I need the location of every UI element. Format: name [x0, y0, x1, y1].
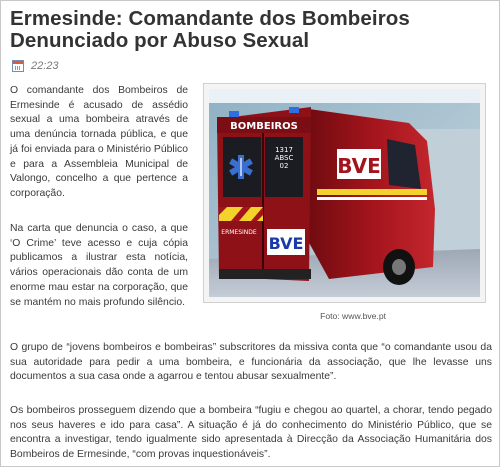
vehicle-logo-side: BVE	[337, 154, 381, 178]
paragraph-1: O comandante dos Bombeiros de Ermesinde é acusado de assédio sexual a uma bombeira através de uma denúncia tornada pública, e que já foi enviada para o Ministério Público e para a Assembleia Municipal de Valongo, concelho a que pertence a corporação.	[10, 85, 188, 199]
vehicle-side-text: ERMESINDE	[221, 229, 257, 236]
calendar-icon	[12, 60, 24, 72]
ambulance-photo	[209, 89, 480, 297]
vehicle-code-1: 1317	[275, 146, 293, 154]
vehicle-code-3: 02	[279, 162, 289, 170]
vehicle-logo-rear: BVE	[268, 234, 304, 253]
article-photo	[203, 83, 486, 303]
article-title: Ermesinde: Comandante dos Bombeiros Denunciado por Abuso Sexual	[10, 7, 410, 52]
vehicle-code-2: ABSC	[274, 154, 294, 162]
paragraph-4: Os bombeiros prosseguem dizendo que a bombeira “fugiu e chegou ao quartel, a chorar, tendo pegado nos seus haveres e ido para casa”. A situação é já do conhecimento do Ministério Público, que se encontra a investigar, tendo igualmente sido apresentada à Direcção da Associação Humanitária dos Bombeiros de Ermesinde, “com provas inquestionáveis”.	[10, 405, 492, 461]
paragraph-3: O grupo de “jovens bombeiros e bombeiras” subscritores da missiva conta que “o comandante usou da sua autoridade para pedir a uma bombeira, e funcionária da associação, que lhe levasse uns documentos a sua casa onde a agarrou e tentou abusar sexualmente”.	[10, 342, 492, 383]
vehicle-header-text: BOMBEIROS	[230, 121, 298, 132]
article-date-row	[12, 59, 59, 73]
photo-caption: Foto: www.bve.pt	[320, 311, 386, 321]
article-time: 22:23	[31, 60, 59, 72]
paragraph-2: Na carta que denuncia o caso, a que ‘O Crime’ teve acesso e cuja cópia publicamos a ilustrar esta notícia, vários operacionais dão conta de um enorme mau estar na corporação, que se mantém no mais profundo silêncio.	[10, 223, 188, 308]
